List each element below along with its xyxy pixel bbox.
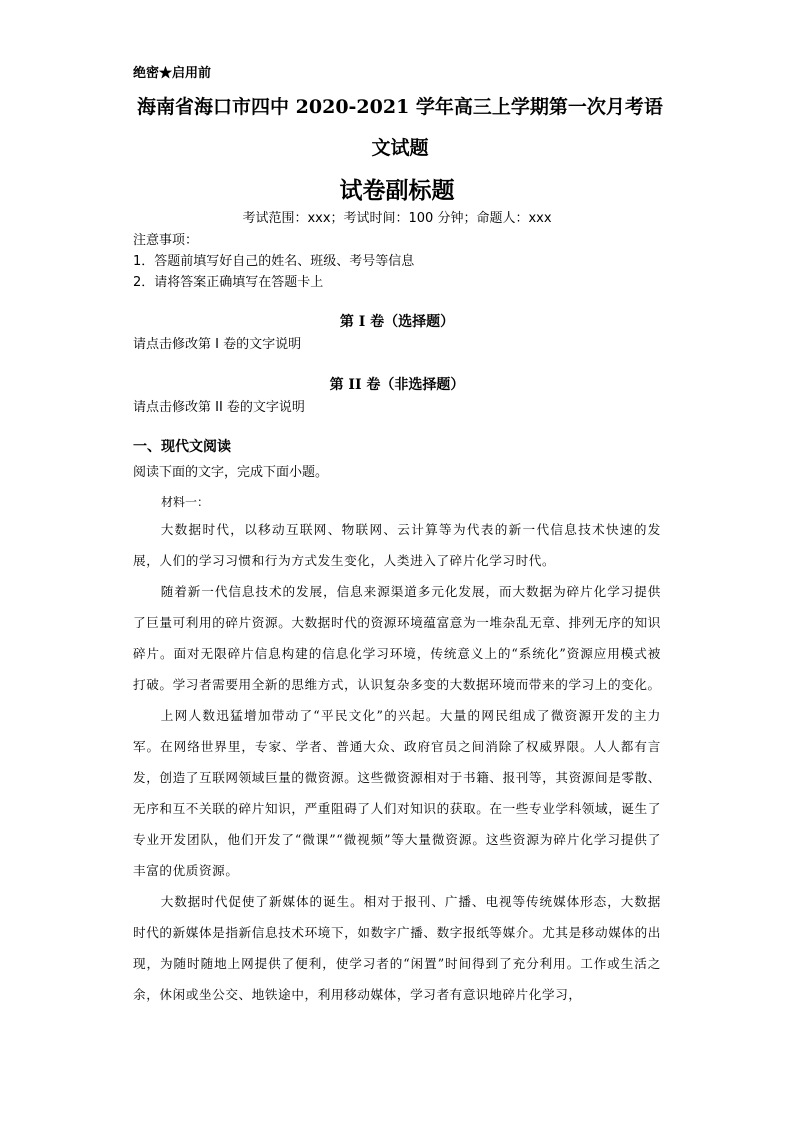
secret-mark: 绝密★启用前 (133, 66, 212, 81)
part2-heading: 第 II 卷（非选择题） (329, 377, 465, 393)
exam-info: 考试范围：xxx；考试时间：100 分钟；命题人：xxx (242, 211, 552, 226)
exam-title-line-2: 文试题 (371, 137, 429, 159)
exam-title-line-1: 海南省海口市四中 2020-2021 学年高三上学期第一次月考语 (137, 96, 663, 118)
passage-paragraph: 随着新一代信息技术的发展，信息来源渠道多元化发展，而大数据为碎片化学习提供了巨量可利用的碎片资源。大数据时代的资源环境蕴富意为一堆杂乱无章、排列无序的知识碎片。面对无限碎片信息构建的信息化学习环境，传统意义上的“系统化”资源应用模式被打破。学习者需要用全新的思维方式，认识复杂多变的大数据环境而带来的学习上的变化。 (133, 584, 661, 692)
exam-subtitle: 试卷副标题 (339, 177, 455, 204)
passage-paragraph: 大数据时代，以移动互联网、物联网、云计算等为代表的新一代信息技术快速的发展，人们的学习习惯和行为方式发生变化，人类进入了碎片化学习时代。 (133, 522, 661, 568)
material-label: 材料一： (161, 495, 210, 509)
section-heading: 一、现代文阅读 (133, 439, 231, 455)
part1-heading: 第 I 卷（选择题） (339, 314, 455, 330)
part1-description: 请点击修改第 I 卷的文字说明 (133, 337, 302, 352)
notes-item: 1．答题前填写好自己的姓名、班级、考号等信息 (133, 254, 415, 269)
notes-heading: 注意事项： (133, 233, 199, 248)
passage-paragraph: 大数据时代促使了新媒体的诞生。相对于报刊、广播、电视等传统媒体形态，大数据时代的新媒体是指新信息技术环境下，如数字广播、数字报纸等媒介。尤其是移动媒体的出现，为随时随地上网提供了便利，使学习者的“闲置”时间得到了充分利用。工作或生活之余，休闲或坐公交、地铁途中，利用移动媒体，学习者有意识地碎片化学习， (133, 894, 661, 1002)
part2-description: 请点击修改第 II 卷的文字说明 (133, 400, 305, 415)
notes-item: 2．请将答案正确填写在答题卡上 (133, 275, 324, 290)
reading-passage (133, 514, 661, 1010)
section-instruction: 阅读下面的文字，完成下面小题。 (133, 465, 329, 480)
notes-block (133, 230, 414, 293)
passage-paragraph: 上网人数迅猛增加带动了“平民文化”的兴起。大量的网民组成了微资源开发的主力军。在网络世界里，专家、学者、普通大众、政府官员之间消除了权威界限。人人都有言发，创造了互联网领域巨量的微资源。这些微资源相对于书籍、报刊等，其资源间是零散、无序和互不关联的碎片知识，严重阻碍了人们对知识的获取。在一些专业学科领域，诞生了专业开发团队，他们开发了“微课”“微视频”等大量微资源。这些资源为碎片化学习提供了丰富的优质资源。 (133, 708, 661, 878)
